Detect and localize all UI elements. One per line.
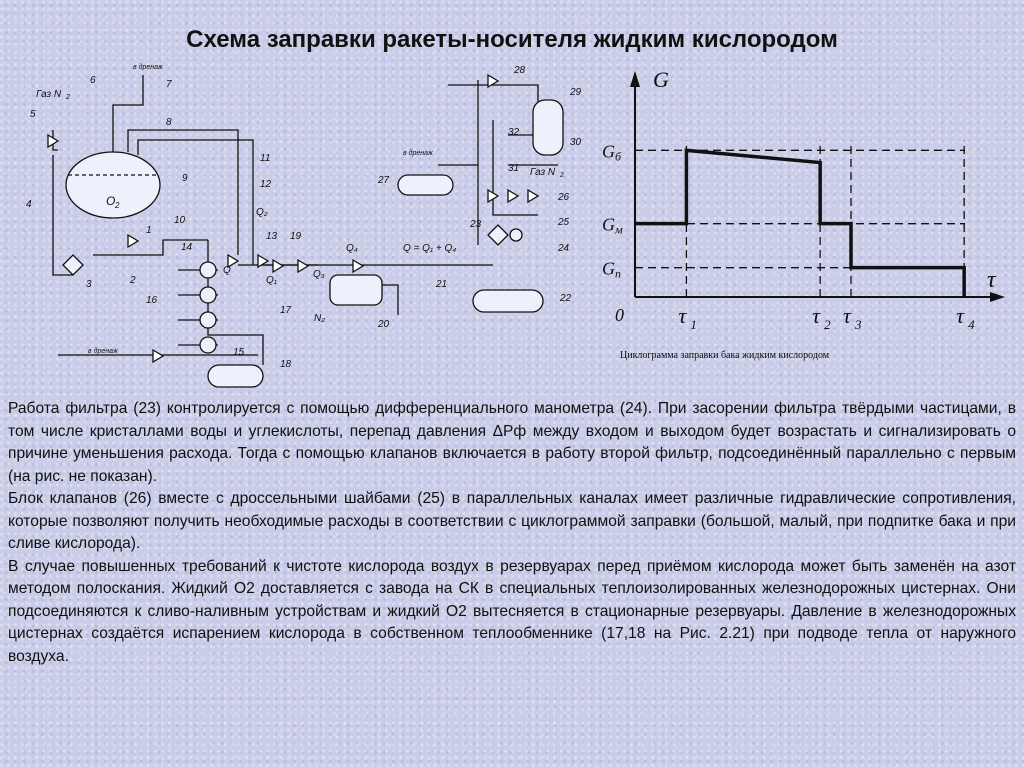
oxygen-tank: [66, 152, 160, 218]
x-tick-label-3: τ: [956, 303, 965, 328]
filter-23: [488, 225, 508, 245]
label-16: 16: [146, 295, 158, 306]
q1-label: Q₁: [266, 275, 277, 286]
filter-3: [63, 255, 83, 275]
label-27: 27: [378, 175, 390, 186]
manometer-24: [510, 229, 522, 241]
tank-18: [208, 365, 263, 387]
label-14: 14: [181, 242, 193, 253]
label-1: 1: [146, 225, 152, 236]
paragraph-1: Работа фильтра (23) контролируется с помощью дифференциального манометра (24). При засорении фильтра твёрдыми частицами, в том числе кристаллами воды и углекислоты, перепад давления ΔPф между входом и выходом будет возрастать и сигнализировать о причине уменьшения расхода. Тогда с помощью клапанов включается в работу второй фильтр, подсоединённый параллельно с первым (на рис. не показан).: [8, 400, 1016, 485]
label-30: 30: [570, 137, 582, 148]
label-13: 13: [266, 231, 278, 242]
label-17: 17: [280, 305, 292, 316]
chart-caption: Циклограмма заправки бака жидким кислородом: [620, 350, 830, 361]
tank-27: [398, 175, 453, 195]
label-19: 19: [290, 231, 302, 242]
label-11: 11: [260, 153, 271, 164]
label-9: 9: [182, 173, 188, 184]
x-tick-sub-0: 1: [690, 317, 697, 332]
label-20: 20: [378, 319, 390, 330]
y-tick-label-0: G: [602, 141, 615, 162]
y-tick-label-2: G: [602, 258, 615, 279]
label-32: 32: [508, 127, 520, 138]
q-sum-label: Q = Q₁ + Q₄: [403, 243, 457, 254]
y-axis-label: G: [653, 67, 669, 92]
x-tick-label-1: τ: [812, 303, 821, 328]
label-26: 26: [558, 192, 570, 203]
label-2: 2: [130, 275, 136, 286]
x-tick-label-2: τ: [843, 303, 851, 328]
heat-exchanger-20: [330, 275, 382, 305]
paragraph-3: В случае повышенных требований к чистоте кислорода воздух в резервуарах перед приёмом кислорода может быть заменён на азот методом полоскания. Жидкий O2 доставляется с завода на СК в специальных теплоизолированных железнодорожных цистернах. Они подсоединяются к сливо-наливным устройствам и жидкий O2 вытесняется в стационарные резервуары. Давление в железнодорожных цистернах создаётся испарением кислорода в собственном теплообменнике (17,18 на Рис. 2.21) при подводе тепла от наружного воздуха.: [8, 557, 1016, 665]
label-15: 15: [233, 347, 245, 358]
n2-label: N₂: [314, 313, 326, 324]
x-tick-sub-3: 4: [968, 317, 975, 332]
gas-n2-label-2: Газ N: [530, 167, 556, 178]
x-axis-arrow: [990, 292, 1005, 302]
label-28: 28: [514, 65, 526, 76]
label-24: 24: [558, 243, 570, 254]
q3-label: Q₃: [313, 269, 325, 280]
label-10: 10: [174, 215, 186, 226]
label-6: 6: [90, 75, 96, 86]
x-axis-label: τ: [987, 267, 996, 293]
x-tick-sub-1: 2: [824, 317, 831, 332]
label-7: 7: [166, 79, 172, 90]
filling-cyclogram-chart: [590, 62, 1010, 352]
x-tick-sub-2: 3: [855, 317, 862, 332]
label-4: 4: [26, 199, 32, 210]
drain-label-1: в дренаж: [133, 64, 163, 71]
label-3: 3: [86, 279, 92, 290]
y-tick-sub-0: б: [615, 149, 622, 164]
body-text: [8, 398, 1016, 668]
page-title: Схема заправки ракеты-носителя жидким кислородом: [186, 26, 838, 53]
y-tick-label-1: G: [602, 214, 615, 235]
drain-label-2: в дренаж: [403, 150, 433, 157]
label-31: 31: [508, 163, 520, 174]
x-tick-label-0: τ: [678, 303, 687, 328]
label-29: 29: [570, 87, 582, 98]
label-21: 21: [436, 279, 448, 290]
label-22: 22: [560, 293, 572, 304]
q-label: Q: [223, 265, 231, 276]
y-tick-sub-1: м: [615, 222, 623, 237]
label-5: 5: [30, 109, 36, 120]
tank-29: [533, 100, 563, 155]
o2-sub: 2: [115, 201, 120, 210]
origin-label: 0: [615, 305, 624, 325]
filling-scheme-diagram: [18, 55, 582, 385]
paragraph-2: Блок клапанов (26) вместе с дроссельными шайбами (25) в параллельных каналах имеет различные гидравлические сопротивления, которые позволяют получить необходимые расходы в соответствии с циклограммой заправки (большой, малый, при подпитке бака и при сливе кислорода).: [8, 490, 1016, 552]
gas-n2-label: Газ N: [36, 89, 62, 100]
gas-n2-sub-2: 2: [560, 172, 564, 179]
drain-label-3: в дренаж: [88, 348, 118, 355]
o2-label: O: [106, 194, 116, 208]
label-25: 25: [558, 217, 570, 228]
label-23: 23: [470, 219, 482, 230]
label-12: 12: [260, 179, 272, 190]
label-8: 8: [166, 117, 172, 128]
q2-label: Q₂: [256, 207, 268, 218]
y-tick-sub-2: п: [615, 266, 621, 281]
gas-n2-sub: 2: [66, 94, 70, 101]
q4-label: Q₄: [346, 243, 358, 254]
tank-22: [473, 290, 543, 312]
label-18: 18: [280, 359, 292, 370]
y-axis-arrow: [630, 71, 640, 87]
